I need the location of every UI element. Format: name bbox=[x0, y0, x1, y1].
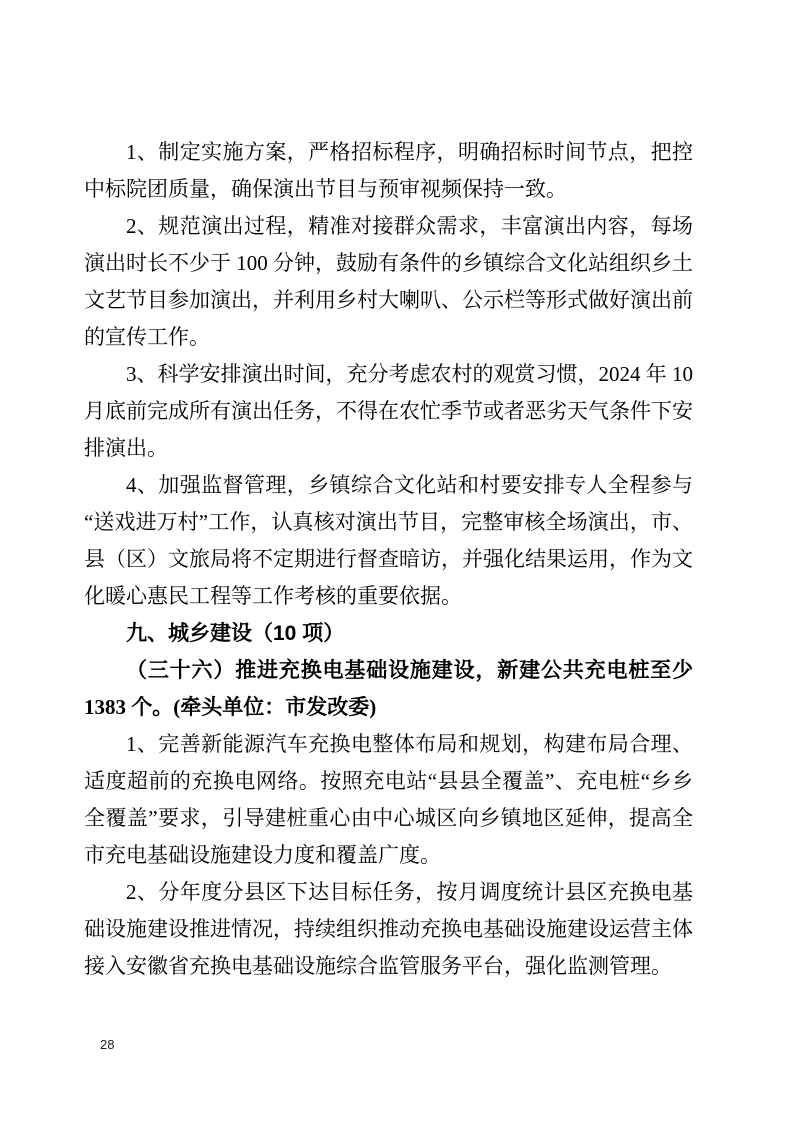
paragraph-item-2: 2、规范演出过程，精准对接群众需求，丰富演出内容，每场演出时长不少于 100 分钟，鼓励有条件的乡镇综合文化站组织乡土文艺节目参加演出，并利用乡村大喇叭、公示栏等形式做好演出前的宣传工作。 bbox=[84, 214, 693, 349]
item-heading-thirty-six: （三十六）推进充换电基础设施建设，新建公共充电桩至少 1383 个。(牵头单位：市发改委) bbox=[84, 658, 693, 719]
section-heading-urban-rural-construction: 九、城乡建设（10 项） bbox=[126, 622, 345, 645]
paragraph-item-4: 4、加强监督管理，乡镇综合文化站和村要安排专人全程参与“送戏进万村”工作，认真核对演出节目，完整审核全场演出，市、县（区）文旅局将不定期进行督查暗访，并强化结果运用，作为文化暖心惠民工程等工作考核的重要依据。 bbox=[84, 473, 693, 608]
page-number: 28 bbox=[100, 1037, 115, 1052]
paragraph-item-5: 1、完善新能源汽车充换电整体布局和规划，构建布局合理、适度超前的充换电网络。按照充电站“县县全覆盖”、充电桩“乡乡全覆盖”要求，引导建桩重心由中心城区向乡镇地区延伸，提高全市充电基础设施建设力度和覆盖广度。 bbox=[84, 732, 693, 867]
paragraph-item-1: 1、制定实施方案，严格招标程序，明确招标时间节点，把控中标院团质量，确保演出节目与预审视频保持一致。 bbox=[84, 140, 693, 201]
paragraph-item-6: 2、分年度分县区下达目标任务，按月调度统计县区充换电基础设施建设推进情况，持续组织推动充换电基础设施建设运营主体接入安徽省充换电基础设施综合监管服务平台，强化监测管理。 bbox=[84, 880, 693, 978]
paragraph-item-3: 3、科学安排演出时间，充分考虑农村的观赏习惯，2024 年 10 月底前完成所有演出任务，不得在农忙季节或者恶劣天气条件下安排演出。 bbox=[84, 362, 693, 460]
